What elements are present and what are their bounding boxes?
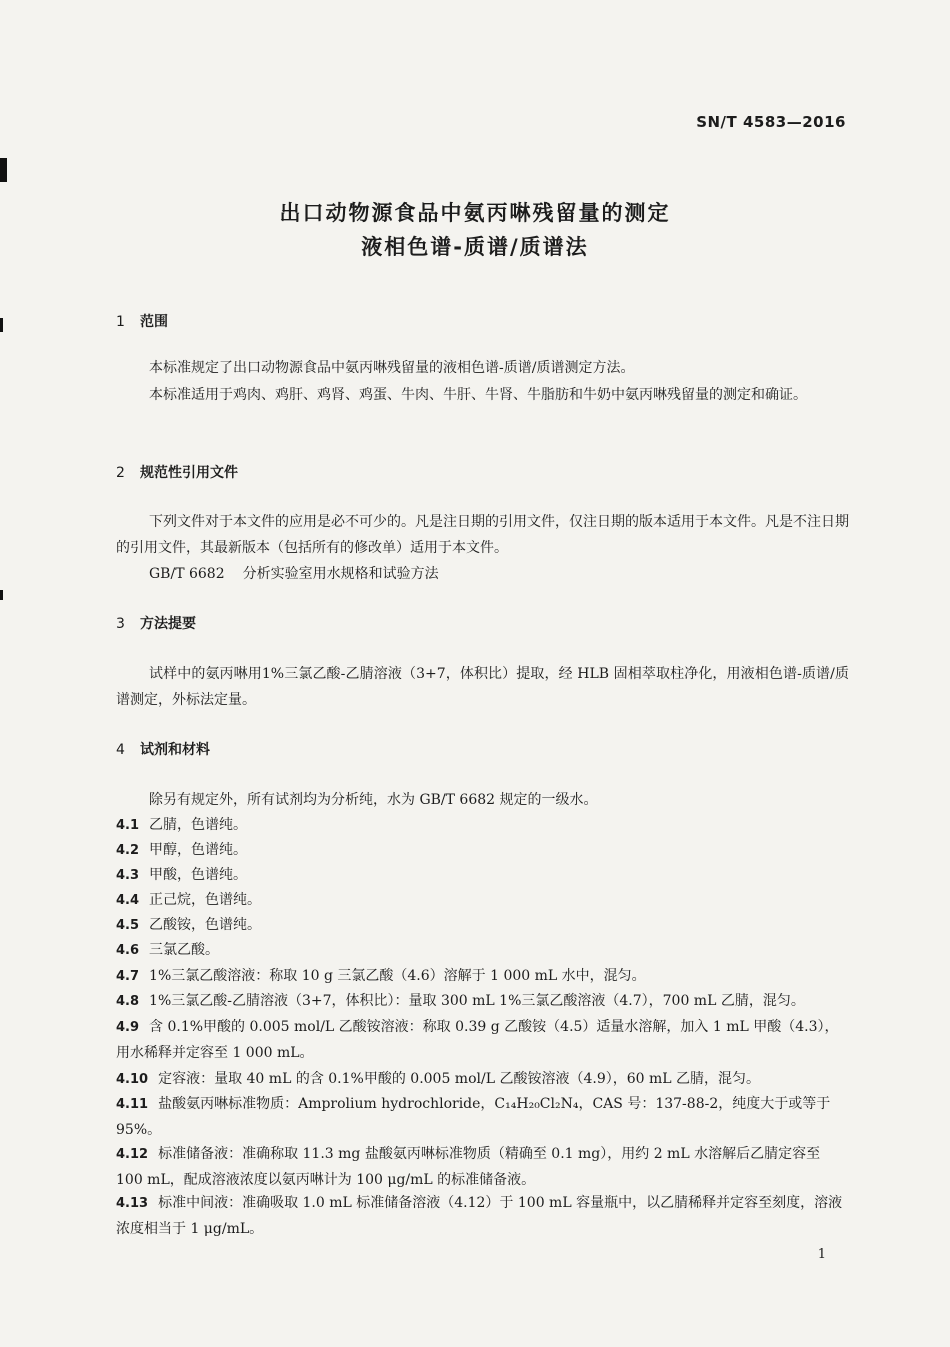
list-item <box>116 813 849 839</box>
item-text: 乙腈，色谱纯。 <box>149 817 248 833</box>
reference-title: 分析实验室用水规格和试验方法 <box>242 566 439 582</box>
item-number: 4.12 <box>116 1147 149 1162</box>
section-heading-scope <box>116 311 168 331</box>
item-text: 乙酸铵，色谱纯。 <box>149 917 262 933</box>
section-number: 3 <box>116 616 125 632</box>
item-number: 4.7 <box>116 969 140 984</box>
section-title: 规范性引用文件 <box>140 465 238 481</box>
item-text: 1%三氯乙酸溶液：称取 10 g 三氯乙酸（4.6）溶解于 1 000 mL 水中，混匀。 <box>149 968 646 984</box>
list-item <box>116 989 849 1015</box>
scan-edge-mark <box>0 318 3 332</box>
item-text: 三氯乙酸。 <box>149 942 220 958</box>
list-item <box>116 1015 849 1066</box>
section-title: 方法提要 <box>140 616 196 632</box>
item-number: 4.4 <box>116 893 140 908</box>
item-text: 含 0.1%甲酸的 0.005 mol/L 乙酸铵溶液：称取 0.39 g 乙酸铵（4.5）适量水溶解，加入 1 mL 甲酸（4.3），用水稀释并定容至 1 000 mL。 <box>116 1019 839 1061</box>
item-number: 4.6 <box>116 943 140 958</box>
item-text: 甲醇，色谱纯。 <box>149 842 248 858</box>
item-number: 4.1 <box>116 818 140 833</box>
list-item <box>116 838 849 864</box>
item-number: 4.5 <box>116 918 140 933</box>
paragraph: 本标准规定了出口动物源食品中氨丙啉残留量的液相色谱-质谱/质谱测定方法。 <box>149 360 635 376</box>
section-number: 2 <box>116 465 125 481</box>
scan-edge-mark <box>0 590 3 600</box>
section-heading-method-summary <box>116 613 196 633</box>
scan-edge-mark <box>0 158 7 182</box>
section-number: 4 <box>116 742 125 758</box>
document-title-line1: 出口动物源食品中氨丙啉残留量的测定 <box>279 201 671 225</box>
item-text: 盐酸氨丙啉标准物质：Amprolium hydrochloride，C₁₄H₂₀Cl₂N₄，CAS 号：137-88-2，纯度大于或等于 95%。 <box>116 1096 831 1138</box>
paragraph: 除另有规定外，所有试剂均为分析纯，水为 GB/T 6682 规定的一级水。 <box>149 792 598 808</box>
section-number: 1 <box>116 314 125 330</box>
item-number: 4.8 <box>116 994 140 1009</box>
list-item <box>116 913 849 939</box>
item-text: 定容液：量取 40 mL 的含 0.1%甲酸的 0.005 mol/L 乙酸铵溶液（4.9），60 mL 乙腈，混匀。 <box>158 1071 761 1087</box>
item-text: 标准储备液：准确称取 11.3 mg 盐酸氨丙啉标准物质（精确至 0.1 mg），用约 2 mL 水溶解后乙腈定容至 100 mL，配成溶液浓度以氨丙啉计为 100 μg/mL 的标准储备液。 <box>116 1146 821 1188</box>
item-text: 正己烷，色谱纯。 <box>149 892 262 908</box>
list-item <box>116 888 849 914</box>
item-number: 4.2 <box>116 843 140 858</box>
normative-reference <box>149 563 439 583</box>
document-title-line2: 液相色谱-质谱/质谱法 <box>361 235 589 259</box>
item-number: 4.10 <box>116 1072 149 1087</box>
paragraph: 下列文件对于本文件的应用是必不可少的。凡是注日期的引用文件，仅注日期的版本适用于本文件。凡是不注日期的引用文件，其最新版本（包括所有的修改单）适用于本文件。 <box>116 514 849 556</box>
item-text: 1%三氯乙酸-乙腈溶液（3+7，体积比）：量取 300 mL 1%三氯乙酸溶液（4.7），700 mL 乙腈，混匀。 <box>149 993 805 1009</box>
page-number: 1 <box>817 1247 826 1262</box>
list-item <box>116 1191 849 1242</box>
reference-code: GB/T 6682 <box>149 566 225 582</box>
list-item <box>116 863 849 889</box>
section-title: 试剂和材料 <box>140 742 210 758</box>
section-heading-reagents <box>116 739 210 759</box>
list-item <box>116 1067 849 1093</box>
item-number: 4.11 <box>116 1097 149 1112</box>
standard-code: SN/T 4583—2016 <box>696 113 846 131</box>
item-text: 标准中间液：准确吸取 1.0 mL 标准储备溶液（4.12）于 100 mL 容量瓶中，以乙腈稀释并定容至刻度，溶液浓度相当于 1 μg/mL。 <box>116 1195 843 1237</box>
paragraph: 试样中的氨丙啉用1%三氯乙酸-乙腈溶液（3+7，体积比）提取，经 HLB 固相萃取柱净化，用液相色谱-质谱/质谱测定，外标法定量。 <box>116 666 849 708</box>
paragraph: 本标准适用于鸡肉、鸡肝、鸡肾、鸡蛋、牛肉、牛肝、牛肾、牛脂肪和牛奶中氨丙啉残留量的测定和确证。 <box>149 387 807 403</box>
section-title: 范围 <box>140 314 168 330</box>
item-text: 甲酸，色谱纯。 <box>149 867 248 883</box>
list-item <box>116 1092 849 1143</box>
item-number: 4.9 <box>116 1020 140 1035</box>
section-heading-normative-references <box>116 462 238 482</box>
item-number: 4.13 <box>116 1196 149 1211</box>
item-number: 4.3 <box>116 868 140 883</box>
list-item <box>116 1142 849 1193</box>
list-item <box>116 964 849 990</box>
list-item <box>116 938 849 964</box>
